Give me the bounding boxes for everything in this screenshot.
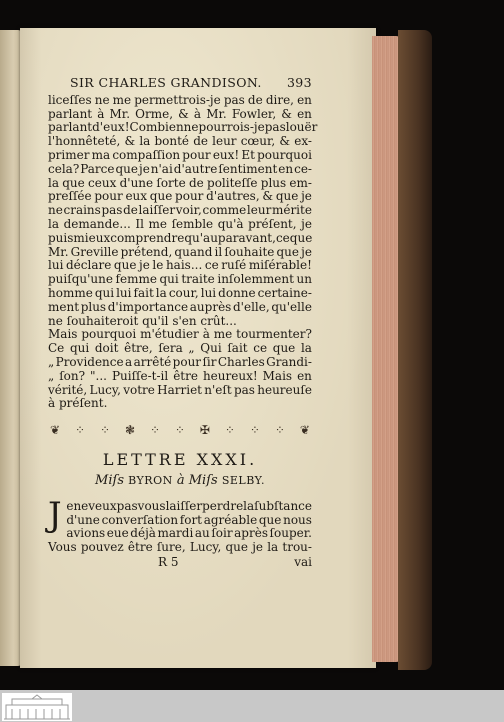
word: qu'auparavant, xyxy=(184,230,276,245)
word: après xyxy=(234,526,268,541)
word: Combien xyxy=(129,120,184,135)
word: pas xyxy=(223,92,245,107)
word: Et xyxy=(241,147,255,162)
library-building-icon xyxy=(2,693,72,721)
word: la xyxy=(155,285,167,300)
text-line xyxy=(48,135,312,149)
word: Vous xyxy=(48,540,77,555)
book-cover xyxy=(398,30,432,670)
word: ceux xyxy=(88,175,117,190)
subtitle-to-word: à Miſs xyxy=(176,472,218,488)
word: à xyxy=(97,106,105,121)
subtitle-from: Miſs xyxy=(95,472,124,488)
word: qui xyxy=(94,285,115,300)
word: pouvez xyxy=(80,540,124,555)
text-line xyxy=(48,287,312,301)
word: crains xyxy=(63,203,101,218)
word: quand xyxy=(174,244,213,259)
word: plus xyxy=(80,299,107,314)
word: compaſſion xyxy=(112,147,181,162)
word: n'eſt xyxy=(204,382,232,397)
word: me xyxy=(112,92,132,107)
word: Mr. xyxy=(109,106,131,121)
word: fort xyxy=(179,512,203,527)
page-text xyxy=(48,75,318,570)
word: la xyxy=(48,216,59,231)
word: ſon? xyxy=(59,368,86,383)
ornament-glyph: ❃ xyxy=(124,423,136,438)
word: ne xyxy=(73,498,89,513)
word: em- xyxy=(289,175,312,190)
word: plus xyxy=(260,175,287,190)
word: puis xyxy=(48,230,74,245)
word: ſera xyxy=(158,341,183,356)
word: que xyxy=(276,244,300,259)
text-line xyxy=(48,218,312,232)
word: mérite xyxy=(271,203,312,218)
word: Puiſſe-t-il xyxy=(111,368,169,383)
word: n'ai xyxy=(150,161,173,176)
word: a xyxy=(125,354,133,369)
word: qu'à xyxy=(217,216,244,231)
word: être xyxy=(127,540,153,555)
word: femme xyxy=(115,272,157,287)
word: & xyxy=(281,106,292,121)
word: ne xyxy=(94,92,110,107)
letter-heading: LETTRE XXXI. xyxy=(102,450,258,470)
word: Ce xyxy=(48,341,65,356)
left-page-edge xyxy=(0,30,22,666)
ornament-glyph: ⁘ xyxy=(224,423,235,438)
text-line xyxy=(48,273,312,287)
word: mieux xyxy=(73,230,111,245)
word: votre xyxy=(123,382,155,397)
drop-cap-block xyxy=(48,494,312,541)
word: comprendre xyxy=(110,230,185,245)
signature-mark: R 5 xyxy=(158,554,179,569)
word: „ xyxy=(48,368,55,383)
word: Grandi- xyxy=(266,354,312,369)
text-line xyxy=(48,328,312,342)
word: ce- xyxy=(294,161,312,176)
word: ruſé xyxy=(221,258,247,273)
drop-cap-lines xyxy=(66,500,312,541)
word: inſolemment xyxy=(217,272,294,287)
text-line xyxy=(66,500,312,514)
word: que xyxy=(258,512,282,527)
word: ſentiment xyxy=(218,161,278,176)
word: & xyxy=(178,106,189,121)
word: tourmenter? xyxy=(236,327,312,342)
word: trou- xyxy=(282,540,312,555)
word: lui xyxy=(200,285,217,300)
paragraph-1 xyxy=(48,92,318,329)
word: Orme, xyxy=(135,106,174,121)
word: que xyxy=(113,258,137,273)
word: eue xyxy=(106,526,129,541)
word: homme xyxy=(48,285,93,300)
page-number: 393 xyxy=(286,75,312,90)
ornament-glyph: ✠ xyxy=(199,423,210,438)
word: je xyxy=(301,216,312,231)
word: Providence xyxy=(55,354,124,369)
word: eux! xyxy=(212,147,240,162)
text-line xyxy=(48,163,312,177)
word: il xyxy=(214,244,223,259)
word: je xyxy=(301,189,312,204)
word: d'importance xyxy=(107,299,189,314)
word: pourrois-je xyxy=(198,120,265,135)
text-line xyxy=(48,301,312,315)
word: pour xyxy=(175,189,204,204)
word: permettrois-je xyxy=(134,92,221,107)
word: vous xyxy=(137,498,166,513)
word: Fowler, xyxy=(231,106,277,121)
word: la xyxy=(243,498,255,513)
word: d'autres, xyxy=(206,189,260,204)
word: pas xyxy=(264,120,286,135)
text-line xyxy=(48,384,312,398)
word: cour, xyxy=(168,285,199,300)
word: à xyxy=(202,327,210,342)
word: politeſſe xyxy=(207,175,258,190)
word: qui xyxy=(69,341,90,356)
word: en xyxy=(297,368,312,383)
catchword: vai xyxy=(294,554,312,569)
word: ma xyxy=(91,147,111,162)
word: & xyxy=(279,134,291,149)
word: qui xyxy=(159,272,179,287)
word: vérité, xyxy=(48,382,88,397)
word: hais... xyxy=(165,258,203,273)
word: me xyxy=(148,216,168,231)
word: lui xyxy=(116,285,132,300)
text-line xyxy=(48,370,312,384)
word: voir, xyxy=(175,203,202,218)
word: ſubſtance xyxy=(254,498,312,513)
word: pas xyxy=(101,203,123,218)
word: louër xyxy=(285,120,318,135)
text-line xyxy=(48,177,312,191)
word: liceſſes xyxy=(48,92,92,107)
word: fait xyxy=(133,285,154,300)
word: à xyxy=(193,106,202,121)
word: de xyxy=(123,203,138,218)
word: certaine- xyxy=(257,285,312,300)
text-line xyxy=(48,246,312,260)
word: pour xyxy=(94,189,123,204)
word: ne xyxy=(183,120,199,135)
word: e xyxy=(66,498,74,513)
word: ſoir xyxy=(211,526,233,541)
text-line xyxy=(48,259,312,273)
word: ce xyxy=(253,341,268,356)
word: ſouper. xyxy=(269,526,312,541)
word: puiſqu'une xyxy=(48,272,113,287)
ornament-glyph: ⁘ xyxy=(274,423,285,438)
word: au xyxy=(194,526,210,541)
word: avions xyxy=(66,526,106,541)
word: cela? xyxy=(48,161,80,176)
word: être, xyxy=(124,341,153,356)
text-line xyxy=(48,120,318,135)
paragraph-3-lines xyxy=(48,541,312,555)
word: pourquoi xyxy=(81,327,137,342)
paragraph-3 xyxy=(48,494,312,555)
running-title: SIR CHARLES GRANDISON. xyxy=(70,75,262,90)
word: heureuſe xyxy=(257,382,312,397)
word: Lucy, xyxy=(89,382,121,397)
text-line xyxy=(48,315,312,329)
word: doit xyxy=(94,341,119,356)
word: perdre xyxy=(202,498,244,513)
word: arrêté xyxy=(133,354,172,369)
word: être xyxy=(173,368,198,383)
word: auprès xyxy=(189,299,232,314)
word: d'elle, xyxy=(233,299,270,314)
word: "... xyxy=(90,368,107,383)
text-line xyxy=(48,190,312,204)
word: Il xyxy=(135,216,144,231)
word: converſation xyxy=(101,512,179,527)
word: pourquoi xyxy=(257,147,312,162)
word: je xyxy=(301,244,312,259)
word: je xyxy=(252,540,264,555)
ornament-glyph: ⁘ xyxy=(74,423,86,438)
word: l'honnêteté, xyxy=(48,134,121,149)
word: ne ſouhaiteroit qu'il s'en crût... xyxy=(48,313,237,328)
word: heureux! xyxy=(202,368,258,383)
drop-cap: J xyxy=(48,494,62,535)
word: donne xyxy=(218,285,256,300)
word: & xyxy=(262,189,274,204)
word: en xyxy=(297,106,312,121)
ornament-glyph: ⁘ xyxy=(149,423,160,438)
word: qu'elle xyxy=(271,299,312,314)
word: demande... xyxy=(63,216,131,231)
word: parlant xyxy=(48,106,93,121)
text-line xyxy=(48,204,312,218)
word: de xyxy=(188,175,204,190)
word: que xyxy=(149,189,173,204)
word: Mais xyxy=(48,327,78,342)
word: prétend, xyxy=(120,244,173,259)
word: pas xyxy=(116,498,138,513)
bottom-band xyxy=(0,690,504,722)
word: la xyxy=(139,134,151,149)
ornament-glyph: ⁘ xyxy=(174,423,185,438)
word: leur xyxy=(246,203,272,218)
word: un xyxy=(296,272,312,287)
word: d'eux! xyxy=(92,120,130,135)
word: Mais xyxy=(262,368,293,383)
word: ſouhaite xyxy=(224,244,275,259)
text-line xyxy=(48,232,312,246)
word: „ xyxy=(48,354,55,369)
word: que xyxy=(272,341,296,356)
word: Harriet xyxy=(157,382,202,397)
word: déjà xyxy=(130,526,156,541)
word: que xyxy=(275,189,299,204)
page-footer xyxy=(48,556,312,570)
word: eux xyxy=(125,189,148,204)
text-line xyxy=(48,149,312,163)
word: Greville xyxy=(70,244,119,259)
word: ſir xyxy=(202,354,217,369)
word: en xyxy=(297,92,312,107)
word: la xyxy=(300,341,312,356)
text-line xyxy=(48,397,312,411)
word: & xyxy=(124,134,136,149)
subtitle-from-name: BYRON xyxy=(128,473,173,487)
word: ſait xyxy=(227,341,248,356)
word: que xyxy=(62,175,85,190)
ornament-glyph: ⁘ xyxy=(249,423,260,438)
word: miſérable! xyxy=(248,258,312,273)
word: parlant xyxy=(48,120,93,135)
text-line xyxy=(48,108,312,122)
word: que xyxy=(115,161,138,176)
word: me xyxy=(213,327,233,342)
word: ce xyxy=(204,258,219,273)
word: pour xyxy=(172,354,202,369)
word: je xyxy=(139,258,150,273)
ornament-divider xyxy=(50,421,310,441)
word: nous xyxy=(283,512,312,527)
text-line xyxy=(48,356,312,370)
word: ſemble xyxy=(171,216,214,231)
word: le xyxy=(152,258,164,273)
ornament-glyph: ❦ xyxy=(299,423,310,438)
text-line xyxy=(66,514,312,528)
word: d'une xyxy=(119,175,154,190)
word: Parce xyxy=(80,161,115,176)
word: en xyxy=(278,161,294,176)
word: agréable xyxy=(203,512,258,527)
word: d'autre xyxy=(173,161,218,176)
word: mardi xyxy=(157,526,194,541)
word: de xyxy=(247,92,263,107)
word: Qui xyxy=(200,341,222,356)
word: Charles xyxy=(217,354,265,369)
word: laiſſer xyxy=(138,203,176,218)
word: je xyxy=(138,161,150,176)
word: leur xyxy=(212,134,237,149)
word: ſure, xyxy=(156,540,186,555)
word: pour xyxy=(182,147,211,162)
paragraph-2 xyxy=(48,328,312,411)
text-line xyxy=(48,541,312,555)
word: bonté xyxy=(154,134,190,149)
word: d'une xyxy=(66,512,100,527)
text-line xyxy=(48,94,312,108)
word: „ xyxy=(188,341,195,356)
word: à préſent. xyxy=(48,396,108,411)
word: que xyxy=(225,540,248,555)
word: primer xyxy=(48,147,90,162)
text-line xyxy=(48,342,312,356)
text-line xyxy=(66,527,312,541)
word: preſſée xyxy=(48,189,92,204)
word: Mr. xyxy=(206,106,227,121)
ornament-glyph: ⁘ xyxy=(99,423,111,438)
word: déclare xyxy=(65,258,112,273)
word: la xyxy=(267,540,279,555)
subtitle-to-name: SELBY. xyxy=(221,473,265,487)
word: ne xyxy=(48,203,63,218)
word: m'étudier xyxy=(140,327,199,342)
word: que xyxy=(289,230,313,245)
word: ex- xyxy=(294,134,312,149)
word: la xyxy=(48,175,59,190)
word: lui xyxy=(48,258,64,273)
letter-subtitle xyxy=(48,474,312,488)
word: ment xyxy=(48,299,80,314)
word: laiſſer xyxy=(165,498,203,513)
running-header xyxy=(48,76,312,90)
word: comme xyxy=(202,203,247,218)
word: Mr. xyxy=(48,244,69,259)
word: préſent, xyxy=(248,216,297,231)
word: ce xyxy=(275,230,290,245)
word: Lucy, xyxy=(189,540,222,555)
word: ſorte xyxy=(156,175,186,190)
word: traite xyxy=(181,272,215,287)
word: dire, xyxy=(265,92,294,107)
word: pas xyxy=(233,382,255,397)
word: de xyxy=(193,134,208,149)
ornament-glyph: ❦ xyxy=(50,423,61,438)
word: cœur, xyxy=(240,134,276,149)
word: veux xyxy=(88,498,117,513)
